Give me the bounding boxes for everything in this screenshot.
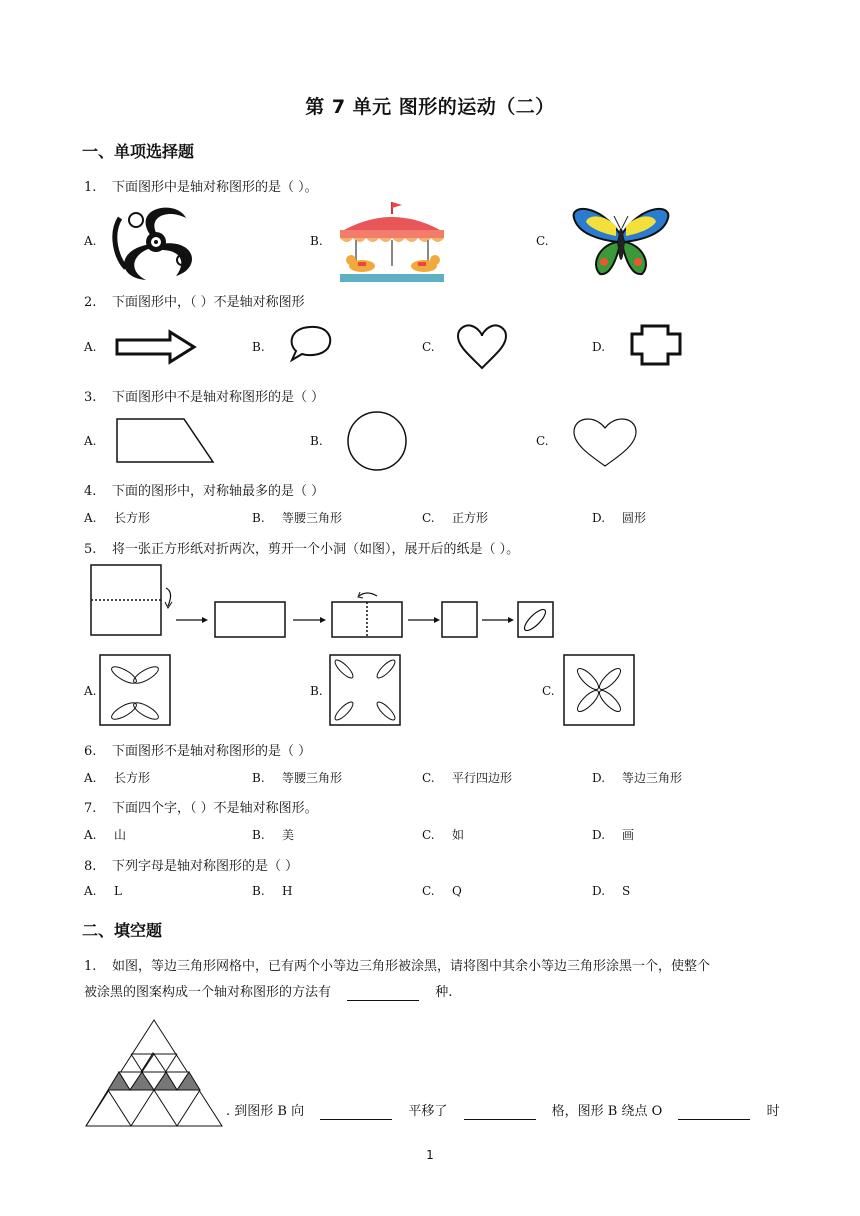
option-b-label[interactable]: B. xyxy=(252,340,265,354)
option-d[interactable] xyxy=(592,769,682,786)
option-a-label[interactable]: A. xyxy=(84,234,97,248)
option-text: H xyxy=(282,884,293,898)
option-label: A. xyxy=(84,511,97,525)
option-label: B. xyxy=(252,511,265,525)
answer-blank[interactable] xyxy=(347,985,419,1001)
option-label: A. xyxy=(84,771,97,785)
question-text: 下面图形不是轴对称图形的是（ ） xyxy=(112,744,312,759)
question-4 xyxy=(84,480,324,499)
question-text: 平移了 xyxy=(408,1104,448,1119)
answer-blank[interactable] xyxy=(464,1104,536,1120)
question-number: 7. xyxy=(84,801,97,816)
question-number: 3. xyxy=(84,390,97,405)
option-d-label[interactable]: D. xyxy=(592,340,606,354)
option-c-label[interactable]: C. xyxy=(422,340,435,354)
answer-blank[interactable] xyxy=(678,1104,750,1120)
option-text: 平行四边形 xyxy=(452,771,513,785)
option-text: 正方形 xyxy=(452,511,489,525)
paper-folding-diagram xyxy=(88,562,558,640)
option-text: 长方形 xyxy=(114,771,151,785)
option-label: A. xyxy=(84,884,97,898)
option-d[interactable] xyxy=(592,826,634,843)
option-b-label[interactable]: B. xyxy=(310,684,323,698)
option-label: B. xyxy=(252,884,265,898)
question-text: 下面图形中是轴对称图形的是（ ）。 xyxy=(112,180,318,195)
question-text: 时 xyxy=(766,1104,780,1119)
option-text: 如 xyxy=(452,828,465,842)
option-a[interactable] xyxy=(84,509,150,526)
question-text: 将一张正方形纸对折两次，剪开一个小洞（如图），展开后的纸是（ ）。 xyxy=(112,542,520,557)
option-c[interactable] xyxy=(422,509,488,526)
question-8 xyxy=(84,855,298,874)
option-b-label[interactable]: B. xyxy=(310,234,323,248)
unfolded-paper-a xyxy=(98,653,174,727)
option-a-label[interactable]: A. xyxy=(84,434,97,448)
option-d[interactable] xyxy=(592,884,630,898)
question-3 xyxy=(84,386,324,405)
option-text: 圆形 xyxy=(622,511,647,525)
option-b-label[interactable]: B. xyxy=(310,434,323,448)
option-b[interactable] xyxy=(252,769,342,786)
option-a[interactable] xyxy=(84,884,122,898)
question-number: 2. xyxy=(84,295,97,310)
option-text: S xyxy=(622,884,631,898)
option-b[interactable] xyxy=(252,509,342,526)
question-6 xyxy=(84,740,311,759)
option-a-label[interactable]: A. xyxy=(84,340,97,354)
question-text: 被涂黑的图案构成一个轴对称图形的方法有 xyxy=(84,985,332,1000)
option-c-label[interactable]: C. xyxy=(536,434,549,448)
option-label: C. xyxy=(422,771,435,785)
option-c[interactable] xyxy=(422,884,462,898)
fill-question-1-line1 xyxy=(84,955,710,974)
question-text: 下面四个字，（ ）不是轴对称图形。 xyxy=(112,801,318,816)
option-text: 等腰三角形 xyxy=(282,771,343,785)
option-text: L xyxy=(114,884,122,898)
option-label: C. xyxy=(422,884,435,898)
question-text: 下面图形中，（ ）不是轴对称图形 xyxy=(112,295,305,310)
carousel-image xyxy=(336,200,448,286)
question-text: 下面图形中不是轴对称图形的是（ ） xyxy=(112,390,325,405)
section-heading-fill: 二、填空题 xyxy=(82,921,163,940)
heart-shape xyxy=(456,324,508,370)
option-a[interactable] xyxy=(84,826,126,843)
speech-bubble-shape xyxy=(288,324,334,364)
option-text: 画 xyxy=(622,828,635,842)
page-title: 第 7 单元 图形的运动（二） xyxy=(305,96,555,118)
trapezoid-shape xyxy=(116,418,216,464)
option-label: C. xyxy=(422,511,435,525)
swirl-symbol-image xyxy=(106,198,206,284)
question-number: 8. xyxy=(84,859,97,874)
fill-question-1-line2 xyxy=(84,981,452,1001)
option-label: C. xyxy=(422,828,435,842)
option-label: B. xyxy=(252,771,265,785)
question-number: 6. xyxy=(84,744,97,759)
option-text: 美 xyxy=(282,828,295,842)
question-number: 1. xyxy=(84,959,97,974)
question-7 xyxy=(84,797,318,816)
question-text: 下列字母是轴对称图形的是（ ） xyxy=(112,859,299,874)
arrow-shape xyxy=(116,330,196,364)
option-c[interactable] xyxy=(422,769,512,786)
section-heading-choice: 一、单项选择题 xyxy=(82,142,195,161)
option-text: 山 xyxy=(114,828,127,842)
question-text: 种. xyxy=(435,985,453,1000)
question-text: 格，图形 B 绕点 O xyxy=(551,1104,663,1119)
option-label: D. xyxy=(592,884,606,898)
question-text: 下面的图形中，对称轴最多的是（ ） xyxy=(112,484,325,499)
question-number: 4. xyxy=(84,484,97,499)
option-c-label[interactable]: C. xyxy=(542,684,555,698)
option-label: D. xyxy=(592,771,606,785)
option-text: 等腰三角形 xyxy=(282,511,343,525)
unfolded-paper-c xyxy=(562,653,638,727)
page-number: 1 xyxy=(426,1148,434,1162)
option-a-label[interactable]: A. xyxy=(84,684,97,698)
option-c[interactable] xyxy=(422,826,464,843)
option-text: 等边三角形 xyxy=(622,771,683,785)
question-number: 5. xyxy=(84,542,97,557)
triangle-grid-figure xyxy=(84,1018,224,1130)
question-number: 1. xyxy=(84,180,97,195)
unfolded-paper-b xyxy=(328,653,404,727)
option-text: Q xyxy=(452,884,462,898)
option-c-label[interactable]: C. xyxy=(536,234,549,248)
question-text: 如图，等边三角形网格中，已有两个小等边三角形被涂黑，请将图中其余小等边三角形涂黑一个，使整个 xyxy=(112,959,711,974)
question-text: . 到图形 B 向 xyxy=(226,1104,305,1119)
option-d[interactable] xyxy=(592,509,646,526)
option-label: D. xyxy=(592,828,606,842)
option-b[interactable] xyxy=(252,826,294,843)
question-5 xyxy=(84,538,519,557)
fill-question-2 xyxy=(226,1100,780,1120)
butterfly-image xyxy=(570,204,672,280)
circle-shape xyxy=(346,410,408,472)
question-1 xyxy=(84,176,318,195)
answer-blank[interactable] xyxy=(320,1104,392,1120)
option-label: A. xyxy=(84,828,97,842)
option-text: 长方形 xyxy=(114,511,151,525)
heart-outline-shape xyxy=(572,418,638,468)
cross-block-shape xyxy=(628,322,684,368)
option-b[interactable] xyxy=(252,884,292,898)
option-label: D. xyxy=(592,511,606,525)
question-2 xyxy=(84,291,305,310)
option-a[interactable] xyxy=(84,769,150,786)
option-label: B. xyxy=(252,828,265,842)
